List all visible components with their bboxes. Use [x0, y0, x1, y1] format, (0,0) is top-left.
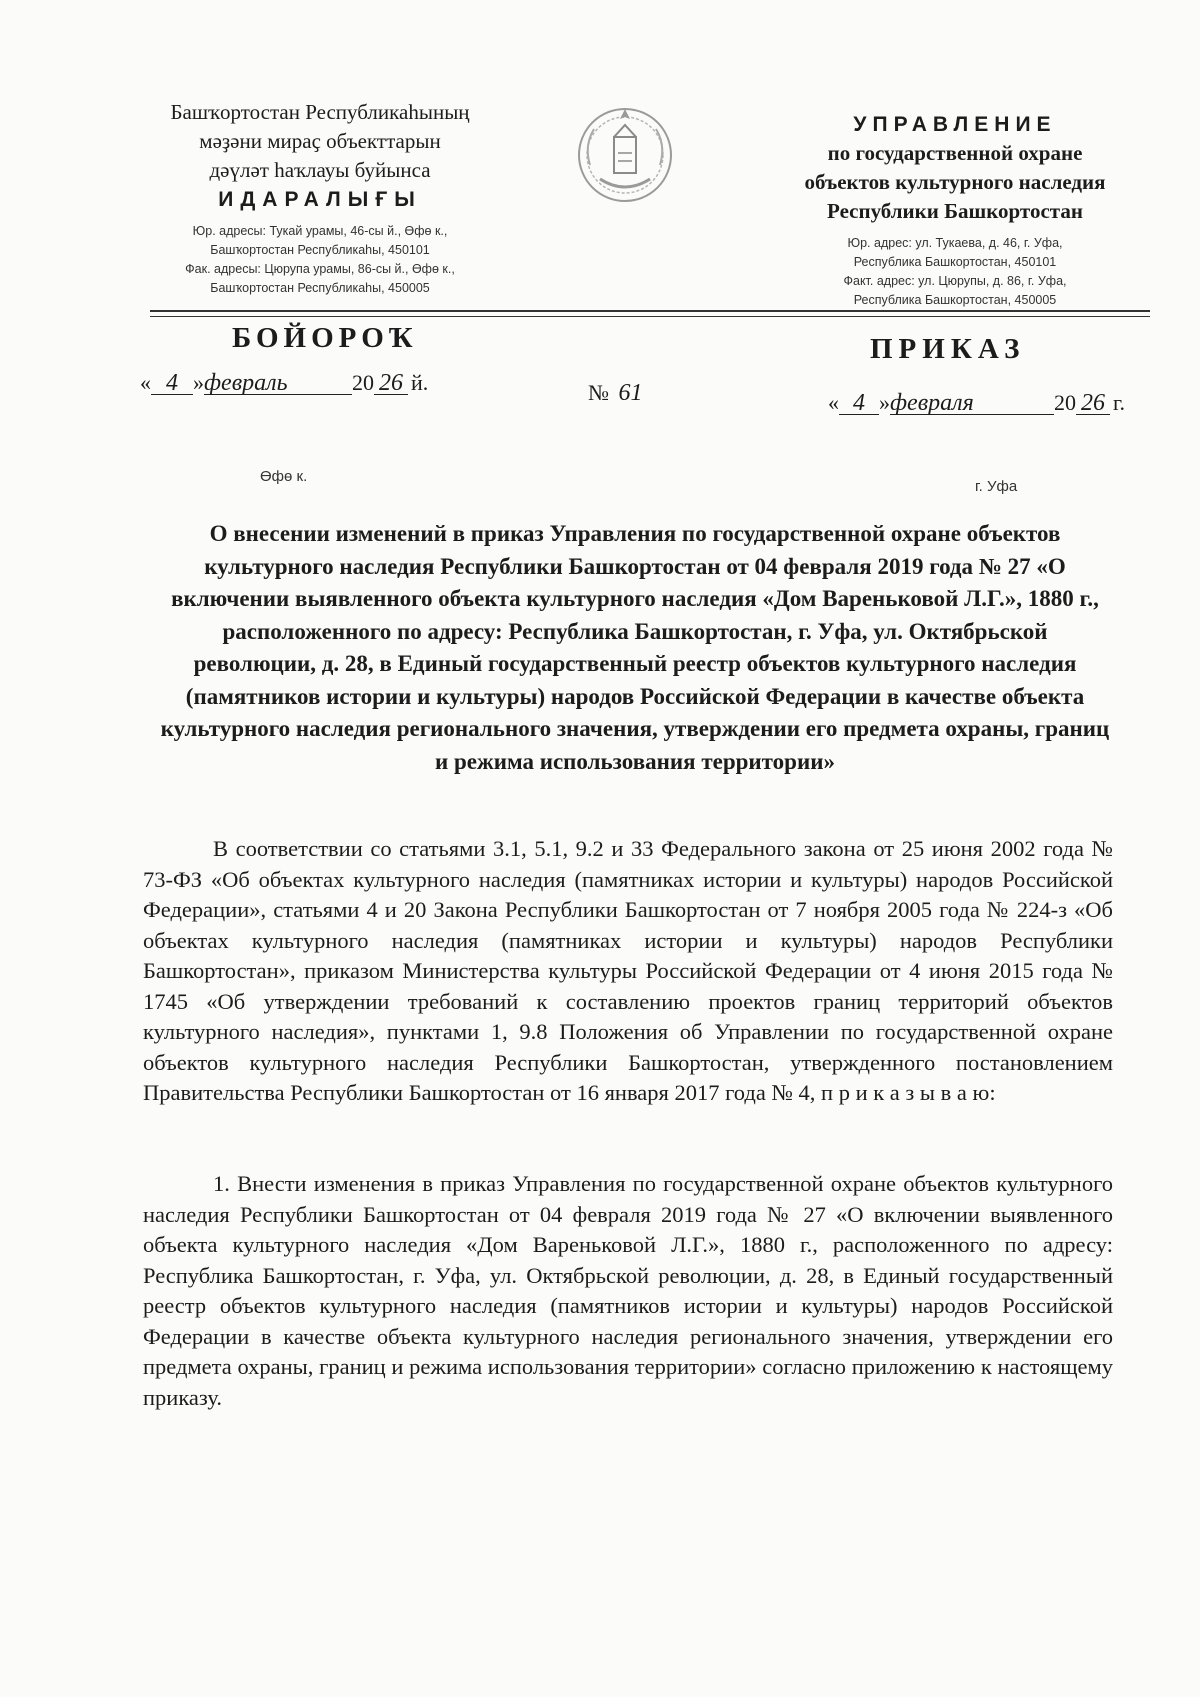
- city-russian: г. Уфа: [975, 478, 1018, 495]
- date-right-month: февраля: [890, 392, 1054, 415]
- header-divider: [150, 310, 1150, 312]
- coat-of-arms-emblem: [570, 95, 680, 215]
- left-address-line-2: Башҡортостан Республикаһы, 450101: [210, 243, 430, 257]
- date-right: [828, 388, 1125, 418]
- left-address-line-1: Юр. адресы: Тукай урамы, 46-сы й., Өфө к.,: [192, 224, 448, 238]
- right-address-line-3: Факт. адрес: ул. Цюрупы, д. 86, г. Уфа,: [843, 274, 1067, 288]
- order-title-bashkir: БОЙОРОҠ: [232, 322, 418, 354]
- date-right-open-quote: «: [828, 390, 839, 415]
- paragraph-1-text: В соответствии со статьями 3.1, 5.1, 9.2 и 33 Федерального закона от 25 июня 2002 года № 73-ФЗ «Об объектах культурного наследия (памятниках истории и культуры) народов Российской Федерации», статьями 4 и 20 Закона Республики Башкортостан от 7 ноября 2005 года № 224-з «Об объектах культурного наследия (памятниках истории и культуры) народов Республики Башкортостан», приказом Министерства культуры Российской Федерации от 4 июня 2015 года № 1745 «Об утверждении требований к составлению проектов границ территорий объектов культурного наследия», пунктами 1, 9.8 Положения об Управлении по государственной охране объектов культурного наследия Республики Башкортостан, утвержденного постановлением Правительства Республики Башкортостан от 16 января 2017 года № 4, п р и к а з ы в а ю:: [143, 836, 1113, 1105]
- date-left-month: февраль: [204, 372, 352, 395]
- date-left-day: 4: [151, 372, 193, 395]
- date-left-year-prefix: 20: [352, 370, 374, 395]
- right-address-line-4: Республика Башкортостан, 450005: [853, 293, 1057, 307]
- right-org-line-2: объектов культурного наследия: [804, 170, 1106, 194]
- date-right-day: 4: [839, 392, 879, 415]
- date-left-year: 26: [374, 372, 408, 395]
- left-org-address: [120, 222, 520, 298]
- date-left-open-quote: «: [140, 370, 151, 395]
- body-paragraph-1: [143, 834, 1113, 1109]
- left-org-name: ИДАРАЛЫҒЫ: [218, 188, 422, 211]
- right-org-line-1: по государственной охране: [827, 141, 1083, 165]
- paragraph-2-text: 1. Внести изменения в приказ Управления по государственной охране объектов культурного наследия Республики Башкортостан от 04 февраля 2019 года № 27 «О включении выявленного объекта культурного наследия «Дом Вареньковой Л.Г.», 1880 г., расположенного по адресу: Республика Башкортостан, г. Уфа, ул. Октябрьской революции, д. 28, в Единый государственный реестр объектов культурного наследия (памятников истории и культуры) народов Российской Федерации в качестве объекта культурного наследия регионального значения, утверждении его предмета охраны, границ и режима использования территории» согласно приложению к настоящему приказу.: [143, 1171, 1113, 1410]
- right-org-address: [745, 234, 1165, 310]
- left-org-line-1: Башҡортостан Республикаһының: [170, 100, 470, 124]
- coat-of-arms-icon: [570, 95, 680, 215]
- left-org-line-2: мәҙәни мираҫ объекттарын: [199, 129, 441, 153]
- right-org-header: [745, 110, 1165, 310]
- right-org-line-3: Республики Башкортостан: [827, 199, 1083, 223]
- date-right-year: 26: [1076, 392, 1110, 415]
- date-left-unit: й.: [411, 370, 429, 395]
- document-title: О внесении изменений в приказ Управления по государственной охране объектов культурного наследия Республики Башкортостан от 04 февраля 2019 года № 27 «О включении выявленного объекта культурного наследия «Дом Вареньковой Л.Г.», 1880 г., расположенного по адресу: Республика Башкортостан, г. Уфа, ул. Октябрьской революции, д. 28, в Единый государственный реестр объектов культурного наследия (памятников истории и культуры) народов Российской Федерации в качестве объекта культурного наследия регионального значения, утверждении его предмета охраны, границ и режима использования территории»: [160, 521, 1110, 774]
- date-left: [140, 368, 428, 398]
- left-org-line-3: дәүләт һаҡлауы буйынса: [209, 158, 431, 182]
- left-address-line-4: Башҡортостан Республикаһы, 450005: [210, 281, 430, 295]
- right-address-line-2: Республика Башкортостан, 450101: [853, 255, 1057, 269]
- left-org-header: [120, 98, 520, 298]
- date-right-unit: г.: [1113, 390, 1126, 415]
- city-bashkir: Өфө к.: [260, 468, 308, 485]
- date-right-year-prefix: 20: [1054, 390, 1076, 415]
- date-left-close-quote: »: [193, 370, 204, 395]
- order-number: [588, 378, 643, 408]
- right-org-name: УПРАВЛЕНИЕ: [853, 113, 1057, 136]
- date-right-close-quote: »: [879, 390, 890, 415]
- order-number-value: 61: [618, 380, 643, 406]
- right-address-line-1: Юр. адрес: ул. Тукаева, д. 46, г. Уфа,: [847, 236, 1063, 250]
- header-divider-thin: [150, 316, 1150, 317]
- order-number-label: №: [588, 380, 609, 405]
- order-title-russian: ПРИКАЗ: [870, 333, 1026, 365]
- body-paragraph-2: [143, 1169, 1113, 1413]
- left-address-line-3: Фак. адресы: Цюрупа урамы, 86-сы й., Өфө к.,: [185, 262, 455, 276]
